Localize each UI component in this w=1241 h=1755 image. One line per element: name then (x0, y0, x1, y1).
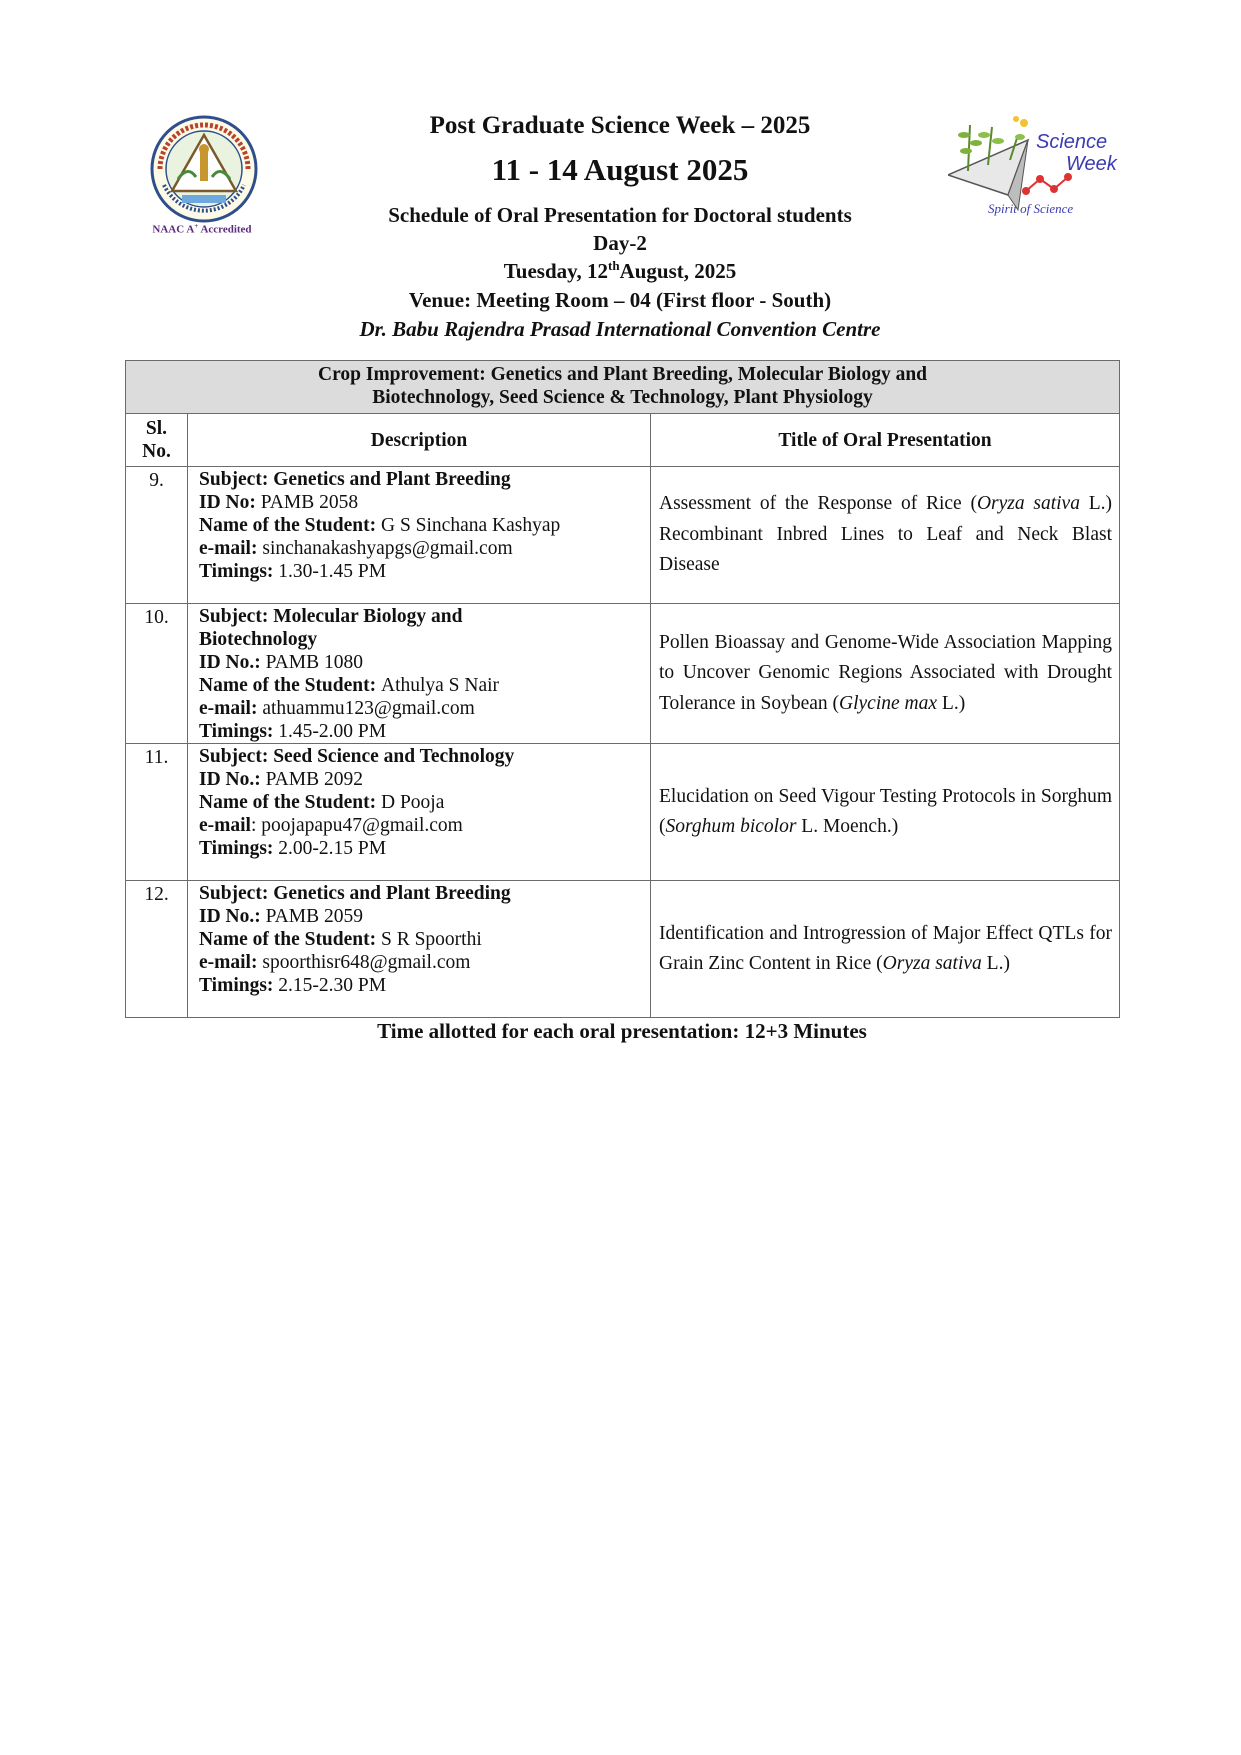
date-line: Tuesday, 12thAugust, 2025 (503, 258, 737, 283)
serial-number: 11. (126, 744, 188, 881)
event-dates: 11 - 14 August 2025 (491, 152, 749, 187)
university-seal-logo (150, 115, 258, 223)
col-header-title: Title of Oral Presentation (651, 414, 1120, 467)
serial-number: 10. (126, 604, 188, 744)
col-header-description: Description (188, 414, 651, 467)
science-week-logo (948, 115, 1126, 220)
naac-accreditation: NAAC A+ Accredited (152, 222, 252, 236)
presentation-title: Pollen Bioassay and Genome-Wide Association Mapping to Uncover Genomic Regions Associated with Drought Tolerance in Soybean (Glycine max L.) (651, 604, 1120, 744)
description-cell: Subject: Molecular Biology and Biotechnology ID No.: PAMB 1080 Name of the Student: Athulya S Nair e-mail: athuammu123@gmail.com Timings: 1.45-2.00 PM (188, 604, 651, 744)
logo-text-science: Science (1036, 131, 1108, 153)
venue-line: Venue: Meeting Room – 04 (First floor - South) (408, 288, 832, 312)
event-title: Post Graduate Science Week – 2025 (429, 112, 811, 139)
logo-text-week: Week (1066, 153, 1117, 175)
schedule-table (125, 360, 1120, 1018)
col-header-sl: Sl. No. (126, 414, 188, 467)
presentation-title: Assessment of the Response of Rice (Oryza sativa L.) Recombinant Inbred Lines to Leaf and Neck Blast Disease (651, 467, 1120, 604)
logo-tagline: Spirit of Science (988, 201, 1074, 216)
serial-number: 9. (126, 467, 188, 604)
table-row (126, 604, 1120, 744)
time-allotted-note: Time allotted for each oral presentation: 12+3 Minutes (377, 1019, 867, 1043)
table-row (126, 744, 1120, 881)
presentation-title: Identification and Introgression of Major Effect QTLs for Grain Zinc Content in Rice (Oryza sativa L.) (651, 881, 1120, 1018)
presentation-title: Elucidation on Seed Vigour Testing Protocols in Sorghum (Sorghum bicolor L. Moench.) (651, 744, 1120, 881)
table-row (126, 881, 1120, 1018)
description-cell: Subject: Genetics and Plant Breeding ID No: PAMB 2058 Name of the Student: G S Sinchana Kashyap e-mail: sinchanakashyapgs@gmail.com Timings: 1.30-1.45 PM (188, 467, 651, 604)
serial-number: 12. (126, 881, 188, 1018)
description-cell: Subject: Genetics and Plant Breeding ID No.: PAMB 2059 Name of the Student: S R Spoorthi e-mail: spoorthisr648@gmail.com Timings: 2.15-2.30 PM (188, 881, 651, 1018)
schedule-title: Schedule of Oral Presentation for Doctoral students (388, 203, 852, 227)
table-row (126, 467, 1120, 604)
section-header: Crop Improvement: Genetics and Plant Breeding, Molecular Biology and Biotechnology, Seed Science & Technology, Plant Physiology (126, 361, 1120, 414)
day-label: Day-2 (593, 231, 647, 255)
description-cell: Subject: Seed Science and Technology ID No.: PAMB 2092 Name of the Student: D Pooja e-mail: poojapapu47@gmail.com Timings: 2.00-2.15 PM (188, 744, 651, 881)
venue-centre: Dr. Babu Rajendra Prasad International Convention Centre (359, 317, 881, 341)
